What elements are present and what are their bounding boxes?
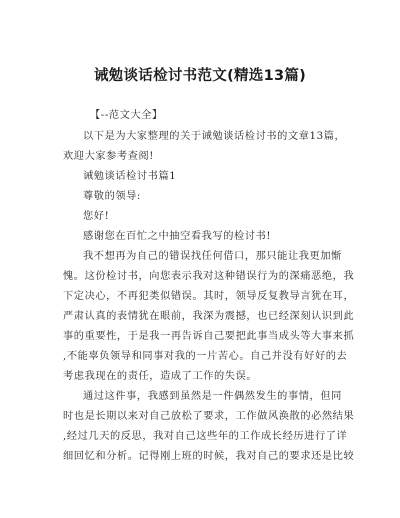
paragraph-line: 细回忆和分析。记得刚上班的时候，我对自己的要求还是比较 [63, 451, 355, 462]
paragraph-line: 考虑我现在的责任，造成了工作的失误。 [63, 371, 258, 382]
greeting: 您好! [83, 211, 110, 222]
section-heading: 诫勉谈话检讨书篇1 [83, 171, 177, 182]
paragraph-line: ,经过几天的反思，我对自己这些年的工作成长经历进行了详 [63, 431, 348, 442]
document-title: 诫勉谈话检讨书范文(精选13篇) [93, 68, 307, 84]
paragraph-line: 以下是为大家整理的关于诫勉谈话检讨书的文章13篇， [83, 131, 346, 142]
paragraph-line: 下定决心，不再犯类似错误。其时，领导反复教导言犹在耳， [63, 291, 355, 302]
paragraph-line: 感谢您在百忙之中抽空看我写的检讨书! [83, 231, 272, 242]
paragraph-line: 愧。这份检讨书，向您表示我对这种错误行为的深痛恶绝，我 [63, 271, 355, 282]
paragraph-line: 事的重要性，于是我一再告诉自己要把此事当成头等大事来抓 [63, 331, 355, 342]
paragraph-line: ,不能辜负领导和同事对我的一片苦心。自己并没有好好的去 [63, 351, 348, 362]
paragraph-line: 通过这件事，我感到虽然是一件偶然发生的事情，但同 [83, 391, 342, 402]
paragraph-line: 我不想再为自己的错误找任何借口，那只能让我更加惭 [83, 251, 342, 262]
category-tag: 【--范文大全】 [90, 110, 163, 121]
salutation: 尊敬的领导: [83, 191, 141, 202]
paragraph-line: 时也是长期以来对自己放松了要求，工作做风涣散的必然结果 [63, 411, 355, 422]
paragraph-line: 严肃认真的表情犹在眼前，我深为震撼，也已经深刻认识到此 [63, 311, 355, 322]
paragraph-line: 欢迎大家参考查阅! [63, 151, 154, 162]
